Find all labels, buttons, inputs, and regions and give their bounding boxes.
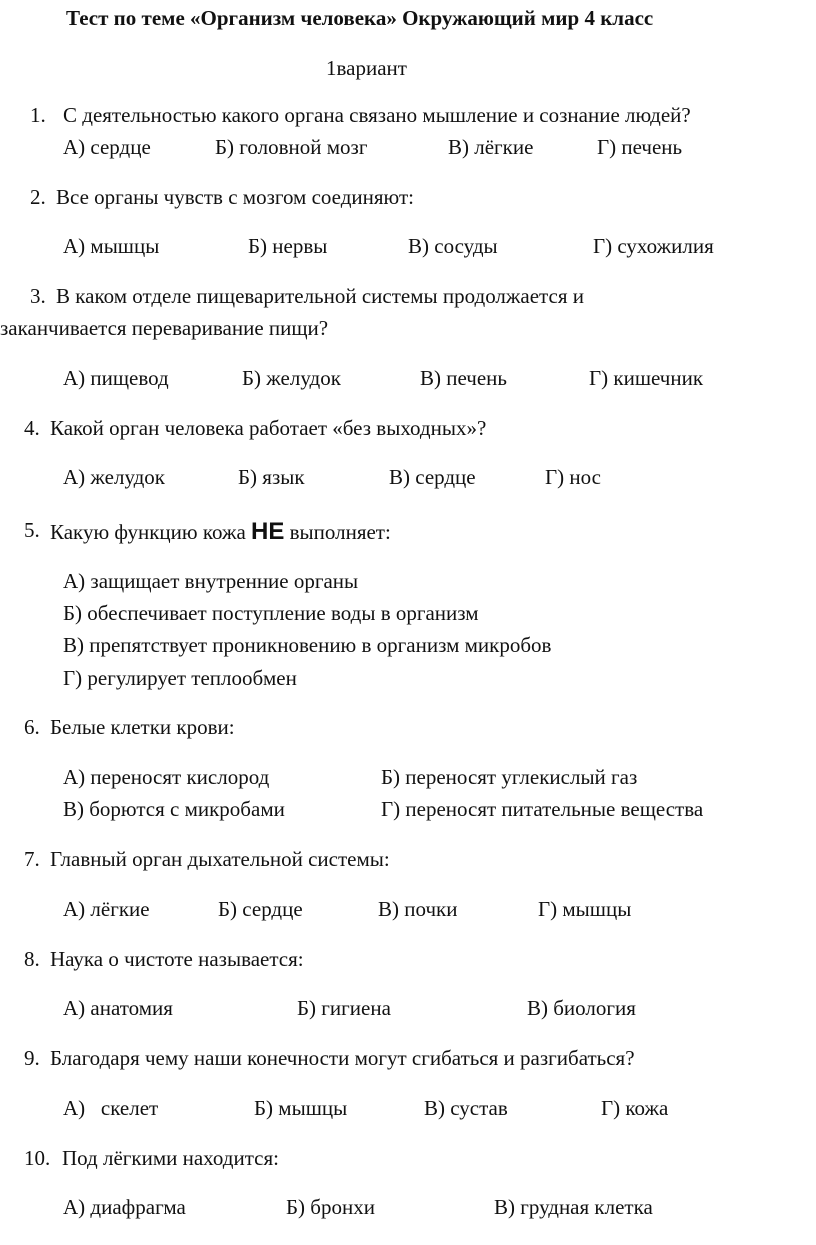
question-8-option-b: Б) гигиена [297,996,391,1020]
question-3-number: 3. [30,284,46,308]
question-6-option-v: В) борются с микробами [63,797,285,821]
question-2-option-g: Г) сухожилия [593,234,714,258]
question-5-option-v: В) препятствует проникновению в организм микробов [63,633,552,657]
question-8-text: Наука о чистоте называется: [50,947,304,971]
question-5-emphasis: НЕ [251,518,285,545]
question-10-option-b: Б) бронхи [286,1195,375,1219]
page-title: Тест по теме «Организм человека» Окружающий мир 4 класс [66,6,654,30]
question-2-text: Все органы чувств с мозгом соединяют: [56,185,414,209]
question-3-text-line1: В каком отделе пищеварительной системы продолжается и [56,284,584,308]
question-7-option-g: Г) мышцы [538,897,632,921]
question-2-number: 2. [30,185,46,209]
question-7-text: Главный орган дыхательной системы: [50,847,390,871]
question-5-option-b: Б) обеспечивает поступление воды в организм [63,601,479,625]
question-9-option-a: А) скелет [63,1096,159,1120]
question-1-option-v: В) лёгкие [448,135,534,159]
question-1-option-b: Б) головной мозг [215,135,368,159]
question-6-text: Белые клетки крови: [50,715,235,739]
question-3-option-b: Б) желудок [242,366,341,390]
question-5-option-g: Г) регулирует теплообмен [63,666,297,690]
question-10-option-v: В) грудная клетка [494,1195,653,1219]
question-3-text-line2: заканчивается переваривание пищи? [0,316,329,340]
question-9-option-g: Г) кожа [601,1096,669,1120]
question-4-number: 4. [24,416,40,440]
question-8-number: 8. [24,947,40,971]
question-5-text-before: Какую функцию кожа [50,520,246,544]
question-2-option-v: В) сосуды [408,234,498,258]
question-1-option-a: А) сердце [63,135,151,159]
question-6-number: 6. [24,715,40,739]
question-2-option-a: А) мышцы [63,234,160,258]
question-2-option-b: Б) нервы [248,234,328,258]
question-9-text: Благодаря чему наши конечности могут сгибаться и разгибаться? [50,1046,635,1070]
question-7-option-v: В) почки [378,897,458,921]
question-4-option-v: В) сердце [389,465,476,489]
question-6-option-b: Б) переносят углекислый газ [381,765,638,789]
question-8-option-a: А) анатомия [63,996,173,1020]
question-4-option-g: Г) нос [545,465,601,489]
question-10-text: Под лёгкими находится: [62,1146,279,1170]
question-4-option-b: Б) язык [238,465,305,489]
question-3-option-v: В) печень [420,366,507,390]
question-10-number: 10. [24,1146,51,1170]
question-4-option-a: А) желудок [63,465,166,489]
question-8-option-v: В) биология [527,996,636,1020]
question-5-text-after: выполняет: [289,520,391,544]
question-6-option-g: Г) переносят питательные вещества [381,797,704,821]
question-4-text: Какой орган человека работает «без выходных»? [50,416,487,440]
question-5-number: 5. [24,518,40,542]
question-3-option-a: А) пищевод [63,366,169,390]
question-9-option-v: В) сустав [424,1096,508,1120]
question-1-number: 1. [30,103,46,127]
question-7-option-b: Б) сердце [218,897,303,921]
question-10-option-a: А) диафрагма [63,1195,186,1219]
question-1-option-g: Г) печень [597,135,683,159]
question-6-option-a: А) переносят кислород [63,765,270,789]
question-5-option-a: А) защищает внутренние органы [63,569,359,593]
variant-label: 1вариант [326,56,407,80]
question-7-number: 7. [24,847,40,871]
question-3-option-g: Г) кишечник [589,366,704,390]
question-9-option-b: Б) мышцы [254,1096,348,1120]
question-1-text: С деятельностью какого органа связано мышление и сознание людей? [63,103,691,127]
question-9-number: 9. [24,1046,40,1070]
question-5-text [50,520,391,544]
question-7-option-a: А) лёгкие [63,897,150,921]
